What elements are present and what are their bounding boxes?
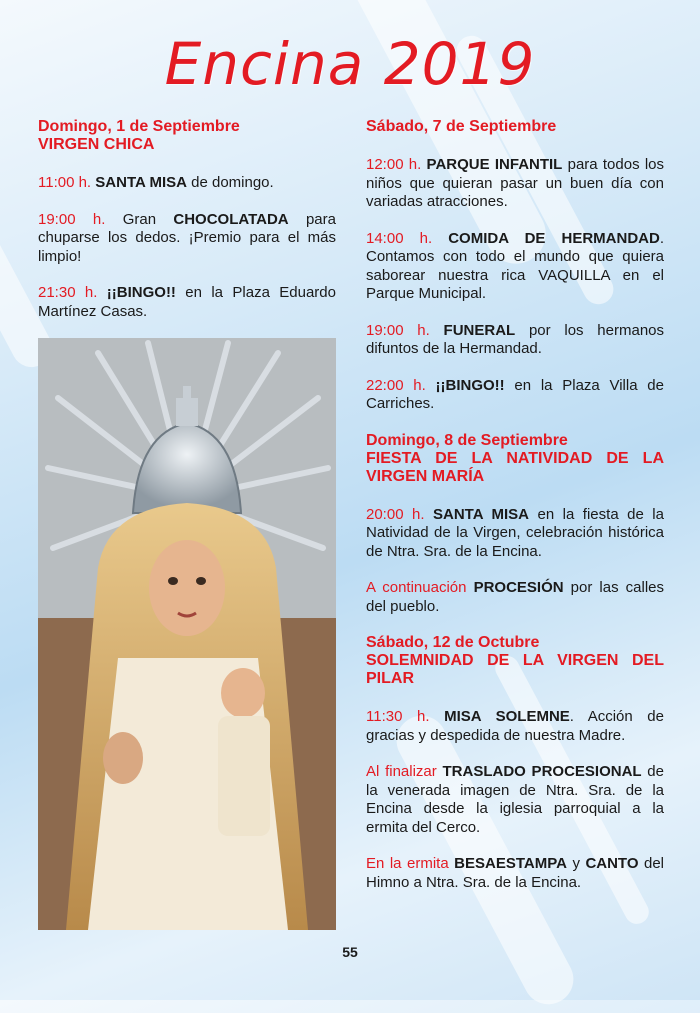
event-description: . Contamos con todo el mundo que quiera saborear nuestra rica VAQUILLA en el Parque Municipal. [366,229,664,302]
program-entry [38,284,336,321]
event-description: por los hermanos difuntos de la Hermandad. [366,321,665,357]
event-time: 14:00 h. [366,229,449,247]
page-title: Encina 2019 [164,30,536,98]
event-time: 19:00 h. [38,210,123,228]
event-time: 12:00 h. [366,156,427,173]
program-entry [38,211,336,267]
event-description: para todos los niños que quieran pasar un buen día con variadas atracciones. [366,156,664,210]
event-description: y [566,855,586,872]
event-time: Al finalizar [366,763,443,780]
event-name: COMIDA DE HERMANDAD [448,229,660,247]
event-description: del Himno a Ntra. Sra. de la Encina. [366,855,665,891]
program-entry [366,855,664,892]
event-name: TRASLADO PROCESIONAL [442,763,642,780]
event-time: 20:00 h. [366,505,434,523]
event-name: BESAESTAMPA [454,855,567,872]
event-time: A continuación [366,579,474,596]
program-entry [366,322,664,359]
event-time: 11:30 h. [366,708,445,725]
page-number: 55 [342,944,358,960]
event-time: 19:00 h. [366,321,444,339]
event-name: FUNERAL [443,321,516,339]
date-heading [366,634,664,688]
event-description: en la fiesta de la Natividad de la Virgen, celebración histórica de Ntra. Sra. de la Encina. [366,505,664,560]
event-description: Gran [122,210,174,228]
event-description: . Acción de gracias y despedida de nuestra Madre. [366,708,664,744]
event-description: para chuparse los dedos. ¡Premio para el más limpio! [38,210,336,265]
event-time: 21:30 h. [38,284,107,301]
heading-line: Sábado, 7 de Septiembre [366,118,557,135]
event-description: por las calles del pueblo. [366,579,664,615]
heading-line: Domingo, 1 de Septiembre [38,118,240,135]
event-name: SANTA MISA [433,505,529,523]
program-entry [366,377,664,414]
program-entry [366,506,664,562]
program-entry [366,708,664,745]
event-name: MISA SOLEMNE [444,708,570,725]
date-heading [366,118,664,136]
event-description: de la venerada imagen de Ntra. Sra. de la Encina desde la iglesia parroquial a la ermita del Cerco. [366,763,664,836]
event-name: CANTO [585,855,639,872]
event-description: en la Plaza Eduardo Martínez Casas. [38,284,336,320]
date-heading [38,118,336,154]
program-entry [38,174,336,193]
date-heading [366,432,664,486]
program-entry [366,763,664,837]
event-time: 22:00 h. [366,376,436,394]
heading-line: Domingo, 8 de Septiembre [366,431,568,449]
event-name: ¡¡BINGO!! [435,376,505,394]
event-time: En la ermita [366,855,455,872]
event-description: en la Plaza Villa de Carriches. [366,376,664,412]
left-column [38,118,336,339]
heading-line: Sábado, 12 de Octubre [366,634,540,651]
event-time: 11:00 h. [38,174,96,191]
event-description: de domingo. [186,174,274,191]
heading-line: SOLEMNIDAD DE LA VIRGEN DEL PILAR [366,652,664,687]
event-name: ¡¡BINGO!! [106,284,176,301]
event-name: PROCESIÓN [473,579,564,596]
right-column [366,118,664,910]
virgin-statue-photo [38,338,336,930]
heading-line: FIESTA DE LA NATIVIDAD DE LA VIRGEN MARÍA [366,449,664,485]
heading-line: VIRGEN CHICA [38,136,155,153]
program-entry [366,156,664,212]
statue-illustration [38,338,336,930]
event-name: PARQUE INFANTIL [426,156,563,173]
event-name: SANTA MISA [95,174,187,191]
program-entry [366,230,664,304]
program-entry [366,579,664,616]
event-name: CHOCOLATADA [173,210,289,228]
